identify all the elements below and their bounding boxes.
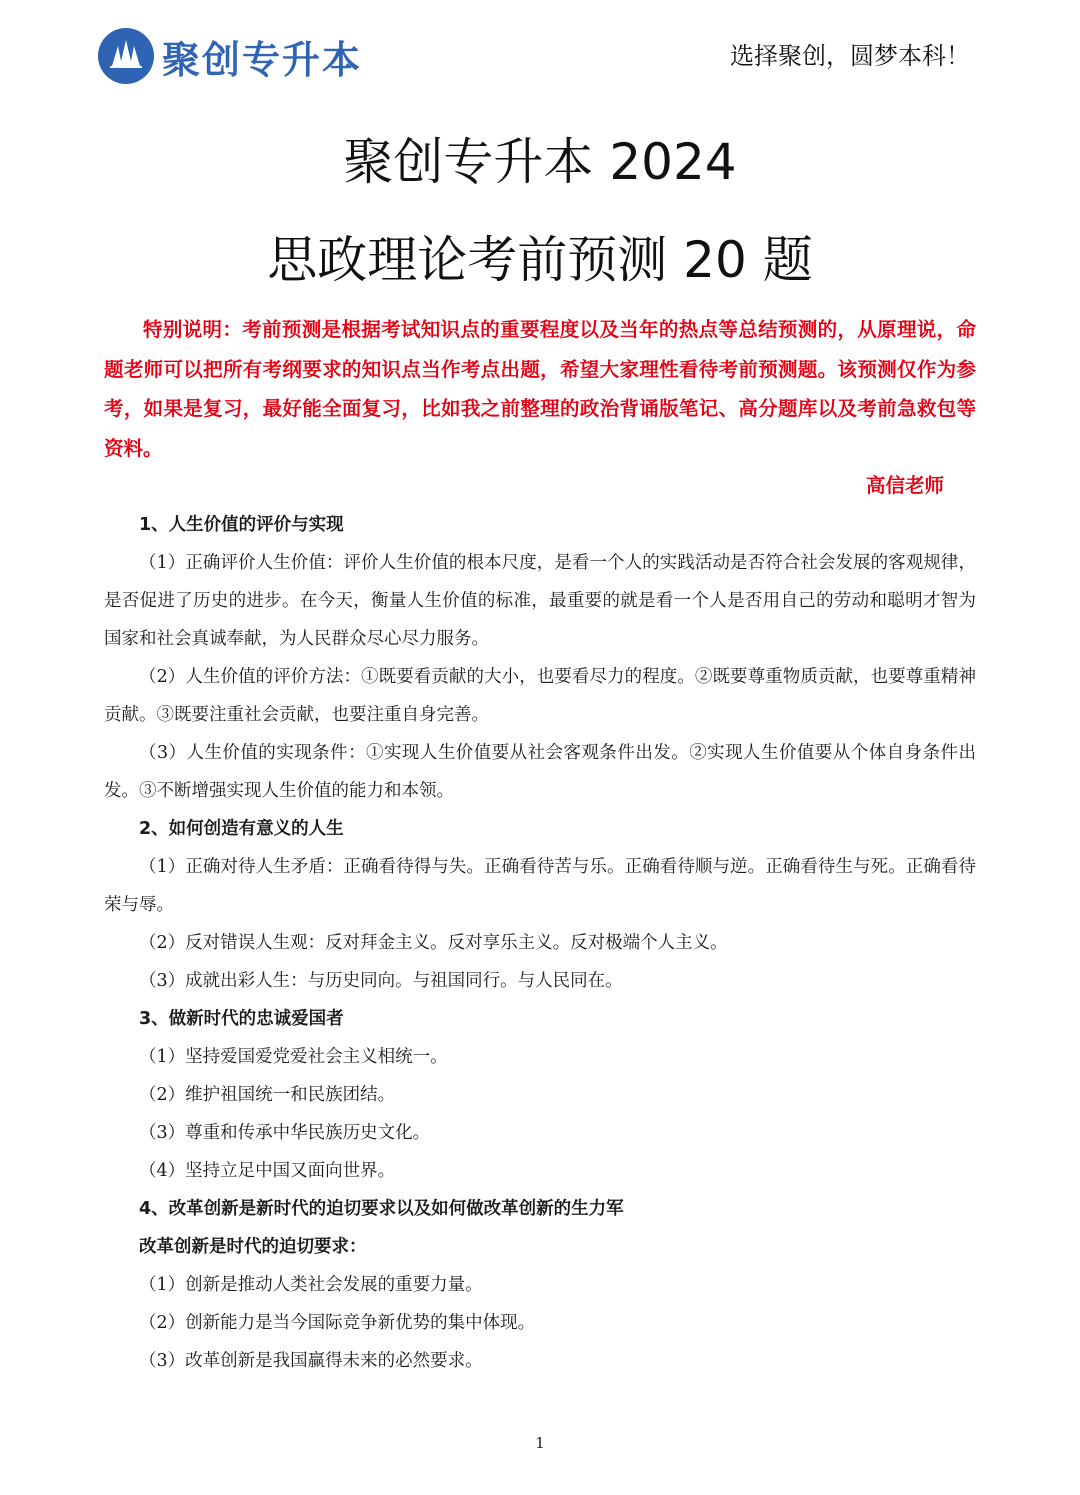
paragraph: （1）正确对待人生矛盾：正确看待得与失。正确看待苦与乐。正确看待顺与逆。正确看待生与死。正确看待荣与辱。 (104, 857, 976, 915)
paragraph: （2）反对错误人生观：反对拜金主义。反对享乐主义。反对极端个人主义。 (139, 933, 728, 953)
paragraph: （3）尊重和传承中华民族历史文化。 (139, 1123, 431, 1143)
doc-content (104, 506, 976, 1380)
paragraph: （3）成就出彩人生：与历史同向。与祖国同行。与人民同在。 (139, 971, 623, 991)
notice-author: 高信老师 (865, 474, 944, 497)
brand-logo (98, 28, 362, 84)
paragraph: （1）正确评价人生价值：评价人生价值的根本尺度，是看一个人的实践活动是否符合社会发展的客观规律，是否促进了历史的进步。在今天，衡量人生价值的标准，最重要的就是看一个人是否用自己的劳动和聪明才智为国家和社会真诚奉献，为人民群众尽心尽力服务。 (104, 553, 976, 649)
paragraph: （4）坚持立足中国又面向世界。 (139, 1161, 396, 1181)
paragraph: （3）人生价值的实现条件：①实现人生价值要从社会客观条件出发。②实现人生价值要从个体自身条件出发。③不断增强实现人生价值的能力和本领。 (104, 743, 976, 801)
paragraph: （2）维护祖国统一和民族团结。 (139, 1085, 396, 1105)
paragraph: （3）改革创新是我国赢得未来的必然要求。 (139, 1351, 483, 1371)
logo-badge-icon (98, 28, 154, 84)
paragraph: （1）创新是推动人类社会发展的重要力量。 (139, 1275, 483, 1295)
logo-text: 聚创专升本 (162, 37, 363, 82)
paragraph: （2）人生价值的评价方法：①既要看贡献的大小，也要看尽力的程度。②既要尊重物质贡献，也要尊重精神贡献。③既要注重社会贡献，也要注重自身完善。 (104, 667, 976, 725)
doc-title-line1: 聚创专升本 2024 (343, 133, 737, 191)
section-heading: 4、改革创新是新时代的迫切要求以及如何做改革创新的生力军 (139, 1199, 624, 1219)
paragraph: （2）创新能力是当今国际竞争新优势的集中体现。 (139, 1313, 536, 1333)
page-number: 1 (535, 1434, 545, 1452)
header-slogan: 选择聚创，圆梦本科！ (730, 42, 970, 70)
section-heading: 2、如何创造有意义的人生 (139, 819, 344, 839)
notice-text: 特别说明：考前预测是根据考试知识点的重要程度以及当年的热点等总结预测的，从原理说，命题老师可以把所有考纲要求的知识点当作考点出题，希望大家理性看待考前预测题。该预测仅作为参考，如果是复习，最好能全面复习，比如我之前整理的政治背诵版笔记、高分题库以及考前急救包等资料。 (104, 318, 976, 460)
special-notice (104, 310, 976, 468)
doc-title-line2: 思政理论考前预测 20 题 (267, 231, 813, 289)
sub-heading: 改革创新是时代的迫切要求： (139, 1237, 367, 1257)
page-header (98, 28, 970, 90)
section-heading: 3、做新时代的忠诚爱国者 (139, 1009, 344, 1029)
section-heading: 1、人生价值的评价与实现 (139, 515, 344, 535)
paragraph: （1）坚持爱国爱党爱社会主义相统一。 (139, 1047, 448, 1067)
